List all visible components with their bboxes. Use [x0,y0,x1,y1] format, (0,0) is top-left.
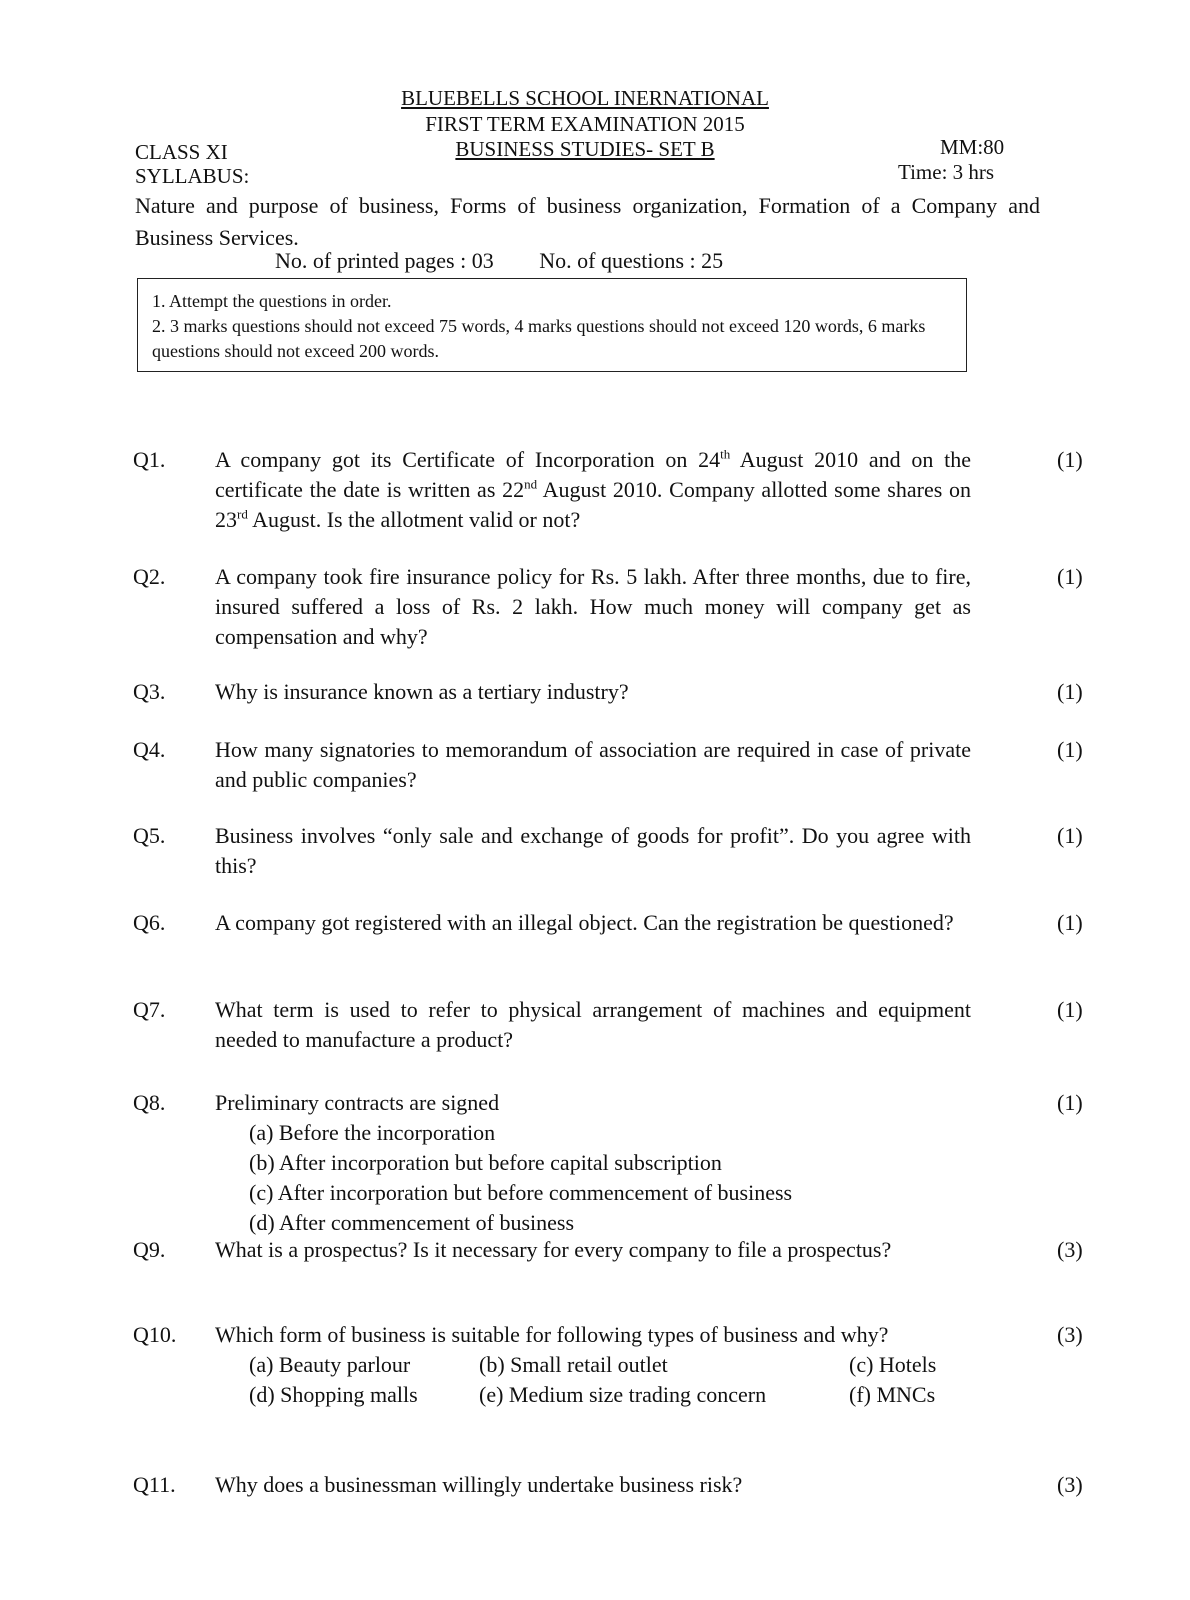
exam-title: FIRST TERM EXAMINATION 2015 [425,112,745,136]
question-number: Q4. [133,737,166,762]
question-number: Q7. [133,997,166,1022]
question-marks: (1) [1057,737,1083,762]
question-marks: (1) [1057,1090,1083,1115]
question-number: Q6. [133,910,166,935]
option: (f) MNCs [849,1382,936,1407]
question-number: Q9. [133,1237,166,1262]
option-grid [215,1350,971,1410]
option-list [215,1118,971,1238]
subject-title: BUSINESS STUDIES- SET B [455,137,715,161]
question-marks: (1) [1057,679,1083,704]
question-count: No. of questions : 25 [539,248,724,273]
instruction-1: 1. Attempt the questions in order. [152,291,392,311]
question-text: Why is insurance known as a tertiary industry? [215,679,629,704]
question-text: A company got registered with an illegal object. Can the registration be questioned? [215,910,954,935]
question-text: Preliminary contracts are signed (a) Before the incorporation (b) After incorporation but before capital subscription (c) After incorporation but before commencement of business (d) After commencement of business [215,1088,971,1238]
question-text: Why does a businessman willingly undertake business risk? [215,1472,743,1497]
paper-meta [275,248,763,274]
school-name: BLUEBELLS SCHOOL INERNATIONAL [401,86,769,110]
question-text: A company got its Certificate of Incorporation on 24th August 2010 and on the certificate the date is written as 22nd August 2010. Company allotted some shares on 23rd August. Is the allotment valid or not? [215,446,972,532]
question-marks: (1) [1057,997,1083,1022]
option: (d) Shopping malls [249,1382,418,1407]
time-allowed: Time: 3 hrs [898,160,995,184]
syllabus-label: SYLLABUS: [135,164,250,188]
question-number: Q5. [133,823,166,848]
question-number: Q11. [133,1472,176,1497]
class-label: CLASS XI [135,140,228,164]
question-number: Q10. [133,1322,177,1347]
question-text: A company took fire insurance policy for Rs. 5 lakh. After three months, due to fire, insured suffered a loss of Rs. 2 lakh. How much money will company get as compensation and why? [215,564,971,649]
question-marks: (1) [1057,447,1083,472]
question-marks: (1) [1057,823,1083,848]
option: (e) Medium size trading concern [479,1382,767,1407]
question-marks: (3) [1057,1237,1083,1262]
option: (d) After commencement of business [249,1210,575,1235]
question-number: Q1. [133,447,166,472]
printed-pages: No. of printed pages : 03 [275,248,494,273]
question-number: Q2. [133,564,166,589]
max-marks: MM:80 [940,135,1005,159]
question-number: Q8. [133,1090,166,1115]
option: (a) Before the incorporation [249,1120,496,1145]
question-text: What is a prospectus? Is it necessary for every company to file a prospectus? [215,1237,892,1262]
question-text: Which form of business is suitable for following types of business and why? (a) Beauty parlour (b) Small retail outlet (c) Hotels (d) Shopping malls (e) Medium size trading concern (f) MNCs [215,1320,971,1410]
question-marks: (3) [1057,1472,1083,1497]
option: (a) Beauty parlour [249,1352,411,1377]
question-marks: (3) [1057,1322,1083,1347]
question-text: Business involves “only sale and exchange of goods for profit”. Do you agree with this? [215,823,971,878]
syllabus-text: Nature and purpose of business, Forms of business organization, Formation of a Company and Business Services. [135,193,1040,250]
question-marks: (1) [1057,910,1083,935]
option: (c) After incorporation but before commencement of business [249,1180,793,1205]
instructions-box [137,278,967,372]
instruction-2: 2. 3 marks questions should not exceed 75 words, 4 marks questions should not exceed 120 words, 6 marks questions should not exceed 200 words. [152,316,926,361]
option: (c) Hotels [849,1352,937,1377]
option: (b) After incorporation but before capital subscription [249,1150,722,1175]
question-text: What term is used to refer to physical arrangement of machines and equipment needed to manufacture a product? [215,997,971,1052]
question-marks: (1) [1057,564,1083,589]
question-number: Q3. [133,679,166,704]
option: (b) Small retail outlet [479,1352,668,1377]
question-text: How many signatories to memorandum of association are required in case of private and public companies? [215,737,971,792]
